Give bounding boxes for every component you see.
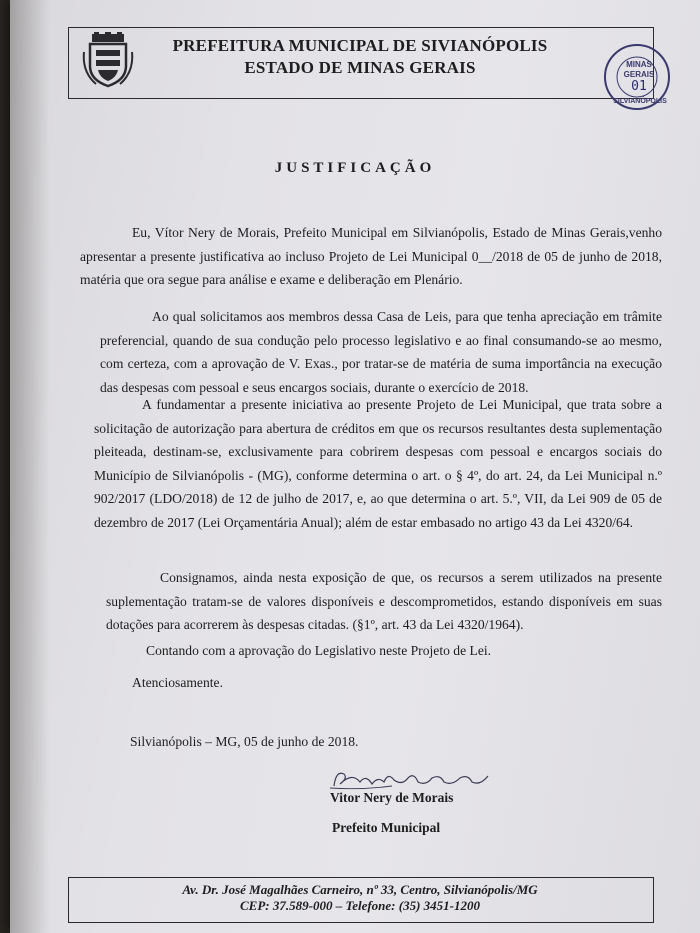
footer-contact: CEP: 37.589-000 – Telefone: (35) 3451-1200 xyxy=(240,898,480,913)
signer-role: Prefeito Municipal xyxy=(332,820,441,835)
signer-name: Vitor Nery de Morais xyxy=(330,790,454,805)
seal-bottom: SILVIANÓPOLIS xyxy=(613,98,667,105)
paragraph-3: A fundamentar a presente iniciativa ao presente Projeto de Lei Municipal, que trata sobre a solicitação de autorização para abertura de créditos em que os recursos resultantes desta suplementação pleiteada, destinam-se, exclusivamente para cobrirem despesas com pessoal e encargos sociais do Município de Silvianópolis - (MG), conforme determina o art. o § 4º, do art. 24, da Lei Municipal n.º 902/2017 (LDO/2018) de 12 de julho de 2017, e, ao que determina o art. 5.º, VII, da Lei 909 de 05 de dezembro de 2017 (Lei Orçamentária Anual); além de estar embasado no artigo 43 da Lei 4320/64. xyxy=(94,397,662,530)
header-line-1: PREFEITURA MUNICIPAL DE SIVIANÓPOLIS xyxy=(172,36,548,55)
seal-middle: GERAIS xyxy=(623,70,655,79)
paragraph-2: Ao qual solicitamos aos membros dessa Casa de Leis, para que tenha apreciação em trâmite preferencial, quando de sua condução pelo processo legislativo e ao final consumando-se ao mesmo, com certeza, com a aprovação de V. Exas., por tratar-se de matéria de suma importância na execução das despesas com pessoal e seus encargos sociais, durante o exercício de 2018. xyxy=(100,309,662,395)
document-page xyxy=(10,0,700,933)
header-line-2: ESTADO DE MINAS GERAIS xyxy=(244,58,476,77)
seal-number: 01 xyxy=(631,79,647,94)
seal-top: MINAS xyxy=(626,60,652,69)
paragraph-1: Eu, Vítor Nery de Morais, Prefeito Municipal em Silvianópolis, Estado de Minas Gerais,venho apresentar a presente justificativa ao incluso Projeto de Lei Municipal 0__/2018 de 05 de junho de 2018, matéria que ora segue para análise e exame e deliberação em Plenário. xyxy=(80,225,662,287)
document-title: JUSTIFICAÇÃO xyxy=(274,160,436,176)
page-shadow xyxy=(10,0,50,933)
closing-line-1: Contando com a aprovação do Legislativo neste Projeto de Lei. xyxy=(146,643,492,658)
municipal-crest-icon xyxy=(82,32,134,88)
closing-line-2: Atenciosamente. xyxy=(132,675,223,690)
place-date: Silvianópolis – MG, 05 de junho de 2018. xyxy=(130,734,359,749)
paragraph-4: Consignamos, ainda nesta exposição de que, os recursos a serem utilizados na presente suplementação tratam-se de valores disponíveis e descomprometidos, estando disponíveis em suas dotações para acorrerem às despesas citadas. (§1º, art. 43 da Lei 4320/1964). xyxy=(106,570,662,632)
footer-address: Av. Dr. José Magalhães Carneiro, nº 33, Centro, Silvianópolis/MG xyxy=(182,882,538,897)
